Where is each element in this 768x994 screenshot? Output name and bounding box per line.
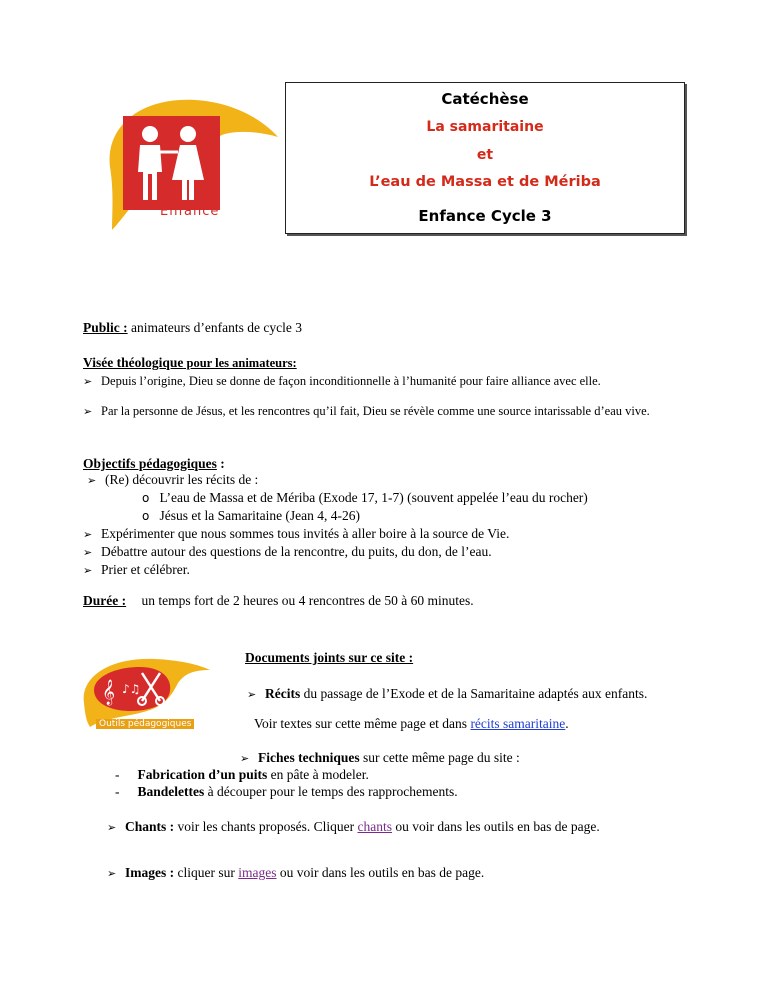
outils-logo-label: Outils pédagogiques bbox=[96, 719, 194, 729]
doc-images bbox=[107, 865, 484, 881]
outils-logo bbox=[80, 655, 212, 735]
cycle-label: Enfance Cycle 3 bbox=[418, 207, 552, 225]
enfance-logo bbox=[100, 92, 280, 232]
svg-text:𝄞: 𝄞 bbox=[102, 680, 116, 705]
visee-item-1-text: Depuis l’origine, Dieu se donne de façon inconditionnelle à l’humanité pour faire alliance avec elle. bbox=[101, 374, 601, 388]
visee-item-2-text: Par la personne de Jésus, et les rencontres qu’il fait, Dieu se révèle comme une source intarissable d’eau vive. bbox=[101, 404, 650, 418]
recits-samaritaine-link[interactable]: récits samaritaine bbox=[470, 716, 566, 731]
arrow-bullet-icon: ➢ bbox=[83, 375, 93, 388]
arrow-bullet-icon: ➢ bbox=[107, 821, 117, 834]
recits-line2-text: Voir textes sur cette même page et dans bbox=[254, 716, 471, 731]
images-end: ou voir dans les outils en bas de page. bbox=[276, 865, 485, 880]
duree-line bbox=[83, 593, 474, 609]
arrow-bullet-icon: ➢ bbox=[107, 867, 117, 880]
arrow-bullet-icon: ➢ bbox=[83, 564, 93, 577]
objectifs-item-2 bbox=[83, 526, 509, 542]
objectifs-item-1-text: (Re) découvrir les récits de : bbox=[105, 472, 259, 487]
objectifs-item-3-text: Débattre autour des questions de la rencontre, du puits, du don, de l’eau. bbox=[101, 544, 492, 559]
objectifs-sub-2-text: Jésus et la Samaritaine (Jean 4, 4-26) bbox=[159, 508, 361, 523]
chants-link[interactable]: chants bbox=[357, 819, 392, 834]
doc-fabrication bbox=[115, 767, 369, 783]
visee-label-small: pour les animateurs: bbox=[183, 356, 297, 370]
recits-end: . bbox=[565, 716, 569, 731]
objectifs-sub-1-text: L’eau de Massa et de Mériba (Exode 17, 1-7) (souvent appelée l’eau du rocher) bbox=[159, 490, 588, 505]
page-title: Catéchèse bbox=[441, 90, 529, 108]
enfance-logo-label: Enfance bbox=[160, 204, 220, 219]
objectifs-heading bbox=[83, 456, 225, 472]
page-subtitle-3: L’eau de Massa et de Mériba bbox=[369, 174, 601, 190]
doc-recits-line2 bbox=[254, 716, 569, 732]
public-text: animateurs d’enfants de cycle 3 bbox=[127, 320, 302, 335]
objectifs-label: Objectifs pédagogiques bbox=[83, 456, 217, 471]
arrow-bullet-icon: ➢ bbox=[83, 405, 93, 418]
doc-fiches bbox=[240, 750, 520, 766]
recits-text: du passage de l’Exode et de la Samaritaine adaptés aux enfants. bbox=[300, 686, 648, 701]
objectifs-sub-1 bbox=[142, 490, 588, 506]
arrow-bullet-icon: ➢ bbox=[247, 688, 257, 701]
svg-text:♪♫: ♪♫ bbox=[122, 682, 141, 696]
fab-text: en pâte à modeler. bbox=[267, 767, 369, 782]
objectifs-sub-2 bbox=[142, 508, 360, 524]
page-subtitle-2: et bbox=[476, 147, 494, 163]
objectifs-label-suffix: : bbox=[216, 456, 225, 471]
public-label: Public : bbox=[83, 320, 128, 335]
doc-bandelettes bbox=[115, 784, 458, 800]
images-link[interactable]: images bbox=[238, 865, 277, 880]
circle-bullet-icon: o bbox=[142, 509, 150, 523]
documents-heading: Documents joints sur ce site : bbox=[245, 650, 414, 665]
band-bold: Bandelettes bbox=[137, 784, 205, 799]
chants-bold: Chants : bbox=[125, 819, 175, 834]
objectifs-item-4-text: Prier et célébrer. bbox=[101, 562, 190, 577]
objectifs-item-3 bbox=[83, 544, 492, 560]
fiches-text: sur cette même page du site : bbox=[359, 750, 520, 765]
title-box bbox=[285, 82, 685, 234]
recits-bold: Récits bbox=[265, 686, 301, 701]
visee-item-2 bbox=[83, 404, 683, 419]
fiches-bold: Fiches techniques bbox=[258, 750, 360, 765]
doc-chants bbox=[107, 819, 683, 835]
arrow-bullet-icon: ➢ bbox=[83, 546, 93, 559]
images-bold: Images : bbox=[125, 865, 175, 880]
dash-bullet: - bbox=[115, 767, 120, 782]
chants-text: voir les chants proposés. Cliquer bbox=[174, 819, 358, 834]
fab-bold: Fabrication d’un puits bbox=[137, 767, 268, 782]
objectifs-item-2-text: Expérimenter que nous sommes tous invités à aller boire à la source de Vie. bbox=[101, 526, 510, 541]
doc-recits bbox=[247, 686, 683, 702]
dash-bullet: - bbox=[115, 784, 120, 799]
objectifs-item-1 bbox=[87, 472, 258, 488]
band-text: à découper pour le temps des rapprochements. bbox=[204, 784, 458, 799]
images-text: cliquer sur bbox=[174, 865, 239, 880]
page-subtitle-1: La samaritaine bbox=[426, 119, 544, 135]
arrow-bullet-icon: ➢ bbox=[240, 752, 250, 765]
public-line bbox=[83, 320, 302, 336]
visee-heading bbox=[83, 355, 297, 371]
circle-bullet-icon: o bbox=[142, 491, 150, 505]
arrow-bullet-icon: ➢ bbox=[83, 528, 93, 541]
chants-end: ou voir dans les outils en bas de page. bbox=[392, 819, 600, 834]
duree-label: Durée : bbox=[83, 593, 127, 608]
duree-text: un temps fort de 2 heures ou 4 rencontres de 50 à 60 minutes. bbox=[141, 593, 474, 608]
visee-label: Visée théologique bbox=[83, 355, 184, 370]
objectifs-item-4 bbox=[83, 562, 190, 578]
arrow-bullet-icon: ➢ bbox=[87, 474, 97, 487]
visee-item-1 bbox=[83, 374, 683, 389]
